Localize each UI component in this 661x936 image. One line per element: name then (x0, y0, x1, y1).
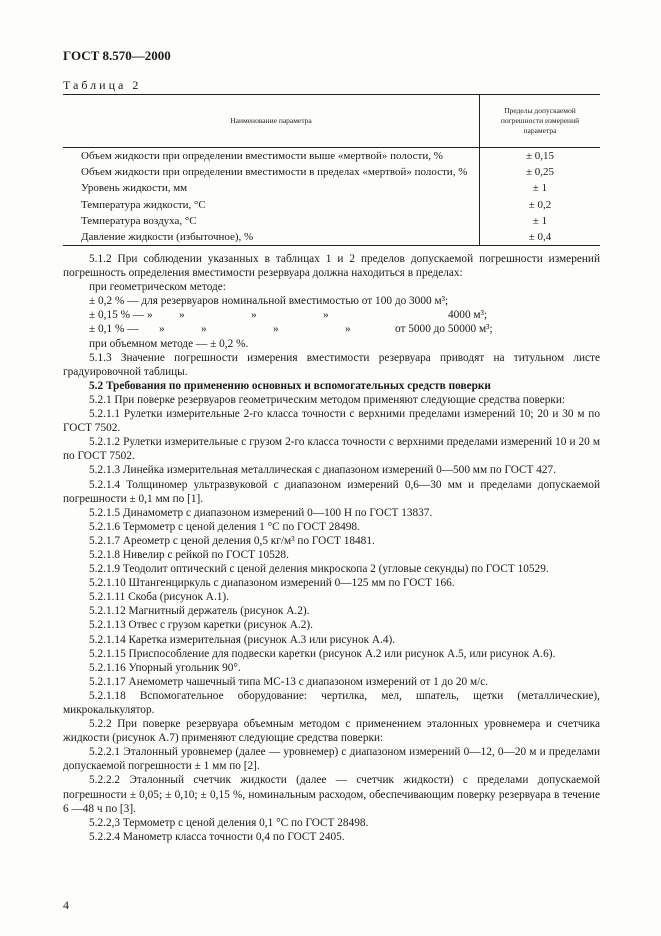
paragraph-5-2-1: 5.2.1 При поверке резервуаров геометрическим методом применяют следующие средства поверки: (89, 393, 566, 406)
paragraph-5-2-1-2: 5.2.1.2 Рулетки измерительные с грузом 2-го класса точности с верхними пределами измерений 10 и 20 м по ГОСТ 7502. (63, 436, 600, 463)
paragraph-5-2-1-14: 5.2.1.14 Каретка измерительная (рисунок А.3 или рисунок А.4). (89, 633, 396, 646)
param-name: Давление жидкости (избыточное), % (63, 229, 480, 246)
param-value: ± 1 (480, 213, 601, 229)
paragraph-5-2-1-10: 5.2.1.10 Штангенциркуль с диапазоном измерений 0—125 мм по ГОСТ 166. (89, 577, 455, 590)
table-row (63, 164, 600, 180)
paragraph-5-2-2-3: 5.2.2,3 Термометр с ценой деления 0,1 °С по ГОСТ 28498. (89, 816, 369, 829)
paragraph-5-1-3: 5.1.3 Значение погрешности измерения вместимости резервуара приводят на титульном листе градуировочной таблицы. (63, 351, 600, 378)
param-name: Объем жидкости при определении вместимости выше «мертвой» полости, % (81, 150, 443, 163)
paragraph-5-2-1-3: 5.2.1.3 Линейка измерительная металлическая с диапазоном измерений 0—500 мм по ГОСТ 427. (89, 464, 557, 477)
column-header-limits: Пределы допускаемой погрешности измерений параметра (480, 95, 601, 148)
section-heading-5-2: 5.2 Требования по применению основных и вспомогательных средств поверки (89, 379, 491, 392)
paragraph-5-2-1-16: 5.2.1.16 Упорный угольник 90°. (89, 661, 241, 674)
paragraph-5-2-2-2: 5.2.2.2 Эталонный счетчик жидкости (далее — счетчик жидкости) с пределами допускаемой погрешности ± 0,05; ± 0,10; ± 0,15 %, номинальным расходом, обеспечивающим поверку резервуара в течение 6 —48 ч по [3]. (63, 774, 600, 815)
limit-line-2: ± 0,15 % — » » » » 4000 м³; (89, 309, 488, 322)
table-caption: Таблица 2 (63, 78, 142, 92)
paragraph-5-2-1-4: 5.2.1.4 Толщиномер ультразвуковой с диапазоном измерений 0,6—30 мм и пределами допускаемой погрешности ± 0,1 мм по [1]. (63, 478, 600, 505)
table-row (63, 229, 600, 246)
param-value: ± 0,15 (480, 148, 601, 165)
paragraph-5-2-1-15: 5.2.1.15 Приспособление для подвески каретки (рисунок А.2 или рисунок А.5, или рисунок А.6). (89, 647, 556, 660)
paragraph-5-2-1-11: 5.2.1.11 Скоба (рисунок А.1). (89, 591, 229, 604)
paragraph-5-2-1-13: 5.2.1.13 Отвес с грузом каретки (рисунок А.2). (89, 619, 313, 632)
document-header: ГОСТ 8.570—2000 (63, 48, 171, 63)
table-row (63, 197, 600, 213)
table-row (63, 180, 600, 196)
paragraph-5-2-2-1: 5.2.2.1 Эталонный уровнемер (далее — уровнемер) с диапазоном измерений 0—12, 0—20 м и пределами допускаемой погрешности ± 1 мм по [2]. (63, 746, 600, 773)
body-text (63, 252, 600, 844)
paragraph-5-2-2: 5.2.2 При поверке резервуара объемным методом с применением эталонных уровнемера и счетчика жидкости (рисунок А.7) применяют следующие средства поверки: (63, 718, 600, 745)
paragraph-5-2-1-18: 5.2.1.18 Вспомогательное оборудование: чертилка, мел, шпатель, щетки (металлические), микрокалькулятор. (63, 689, 600, 716)
paragraph-5-1-2: 5.1.2 При соблюдении указанных в таблицах 1 и 2 пределов допускаемой погрешности измерений погрешность определения вместимости резервуара должна находиться в пределах: (63, 253, 600, 280)
table-row (63, 213, 600, 229)
table-row (63, 148, 600, 165)
param-value: ± 0,4 (480, 229, 601, 246)
page-number: 4 (63, 898, 69, 912)
paragraph-5-2-2-4: 5.2.2.4 Манометр класса точности 0,4 по ГОСТ 2405. (89, 830, 345, 843)
limit-line-1: ± 0,2 % — для резервуаров номинальной вместимостью от 100 до 3000 м³; (89, 295, 449, 308)
paragraph-5-2-1-7: 5.2.1.7 Ареометр с ценой деления 0,5 кг/м³ по ГОСТ 18481. (89, 534, 375, 547)
param-name: Температура жидкости, °С (81, 198, 206, 211)
paragraph-5-2-1-6: 5.2.1.6 Термометр с ценой деления 1 °С по ГОСТ 28498. (89, 520, 360, 533)
param-value: ± 0,2 (480, 197, 601, 213)
paragraph-5-2-1-9: 5.2.1.9 Теодолит оптический с ценой деления микроскопа 2 (угловые секунды) по ГОСТ 10529. (89, 563, 549, 576)
geometric-method-label: при геометрическом методе: (89, 281, 226, 294)
paragraph-5-2-1-8: 5.2.1.8 Нивелир с рейкой по ГОСТ 10528. (89, 548, 289, 561)
volumetric-method-line: при объемном методе — ± 0,2 %. (89, 337, 249, 350)
paragraph-5-2-1-5: 5.2.1.5 Динамометр с диапазоном измерений 0—100 Н по ГОСТ 13837. (89, 506, 433, 519)
paragraph-5-2-1-12: 5.2.1.12 Магнитный держатель (рисунок А.2). (89, 605, 310, 618)
param-name: Температура воздуха, °С (81, 214, 197, 227)
param-value: ± 1 (480, 180, 601, 196)
column-header-parameter: Наименование параметра (63, 95, 480, 148)
parameters-table (63, 94, 600, 246)
param-value: ± 0,25 (480, 164, 601, 180)
paragraph-5-2-1-17: 5.2.1.17 Анемометр чашечный типа МС-13 с диапазоном измерений от 1 до 20 м/с. (89, 675, 489, 688)
limit-line-3: ± 0,1 % — » » » » от 5000 до 50000 м³; (89, 323, 493, 336)
param-name: Объем жидкости при определении вместимости в пределах «мертвой» полости, % (81, 166, 468, 179)
param-name: Уровень жидкости, мм (81, 182, 188, 195)
paragraph-5-2-1-1: 5.2.1.1 Рулетки измерительные 2-го класса точности с верхними пределами измерений 10; 20 и 30 м по ГОСТ 7502. (63, 408, 600, 435)
